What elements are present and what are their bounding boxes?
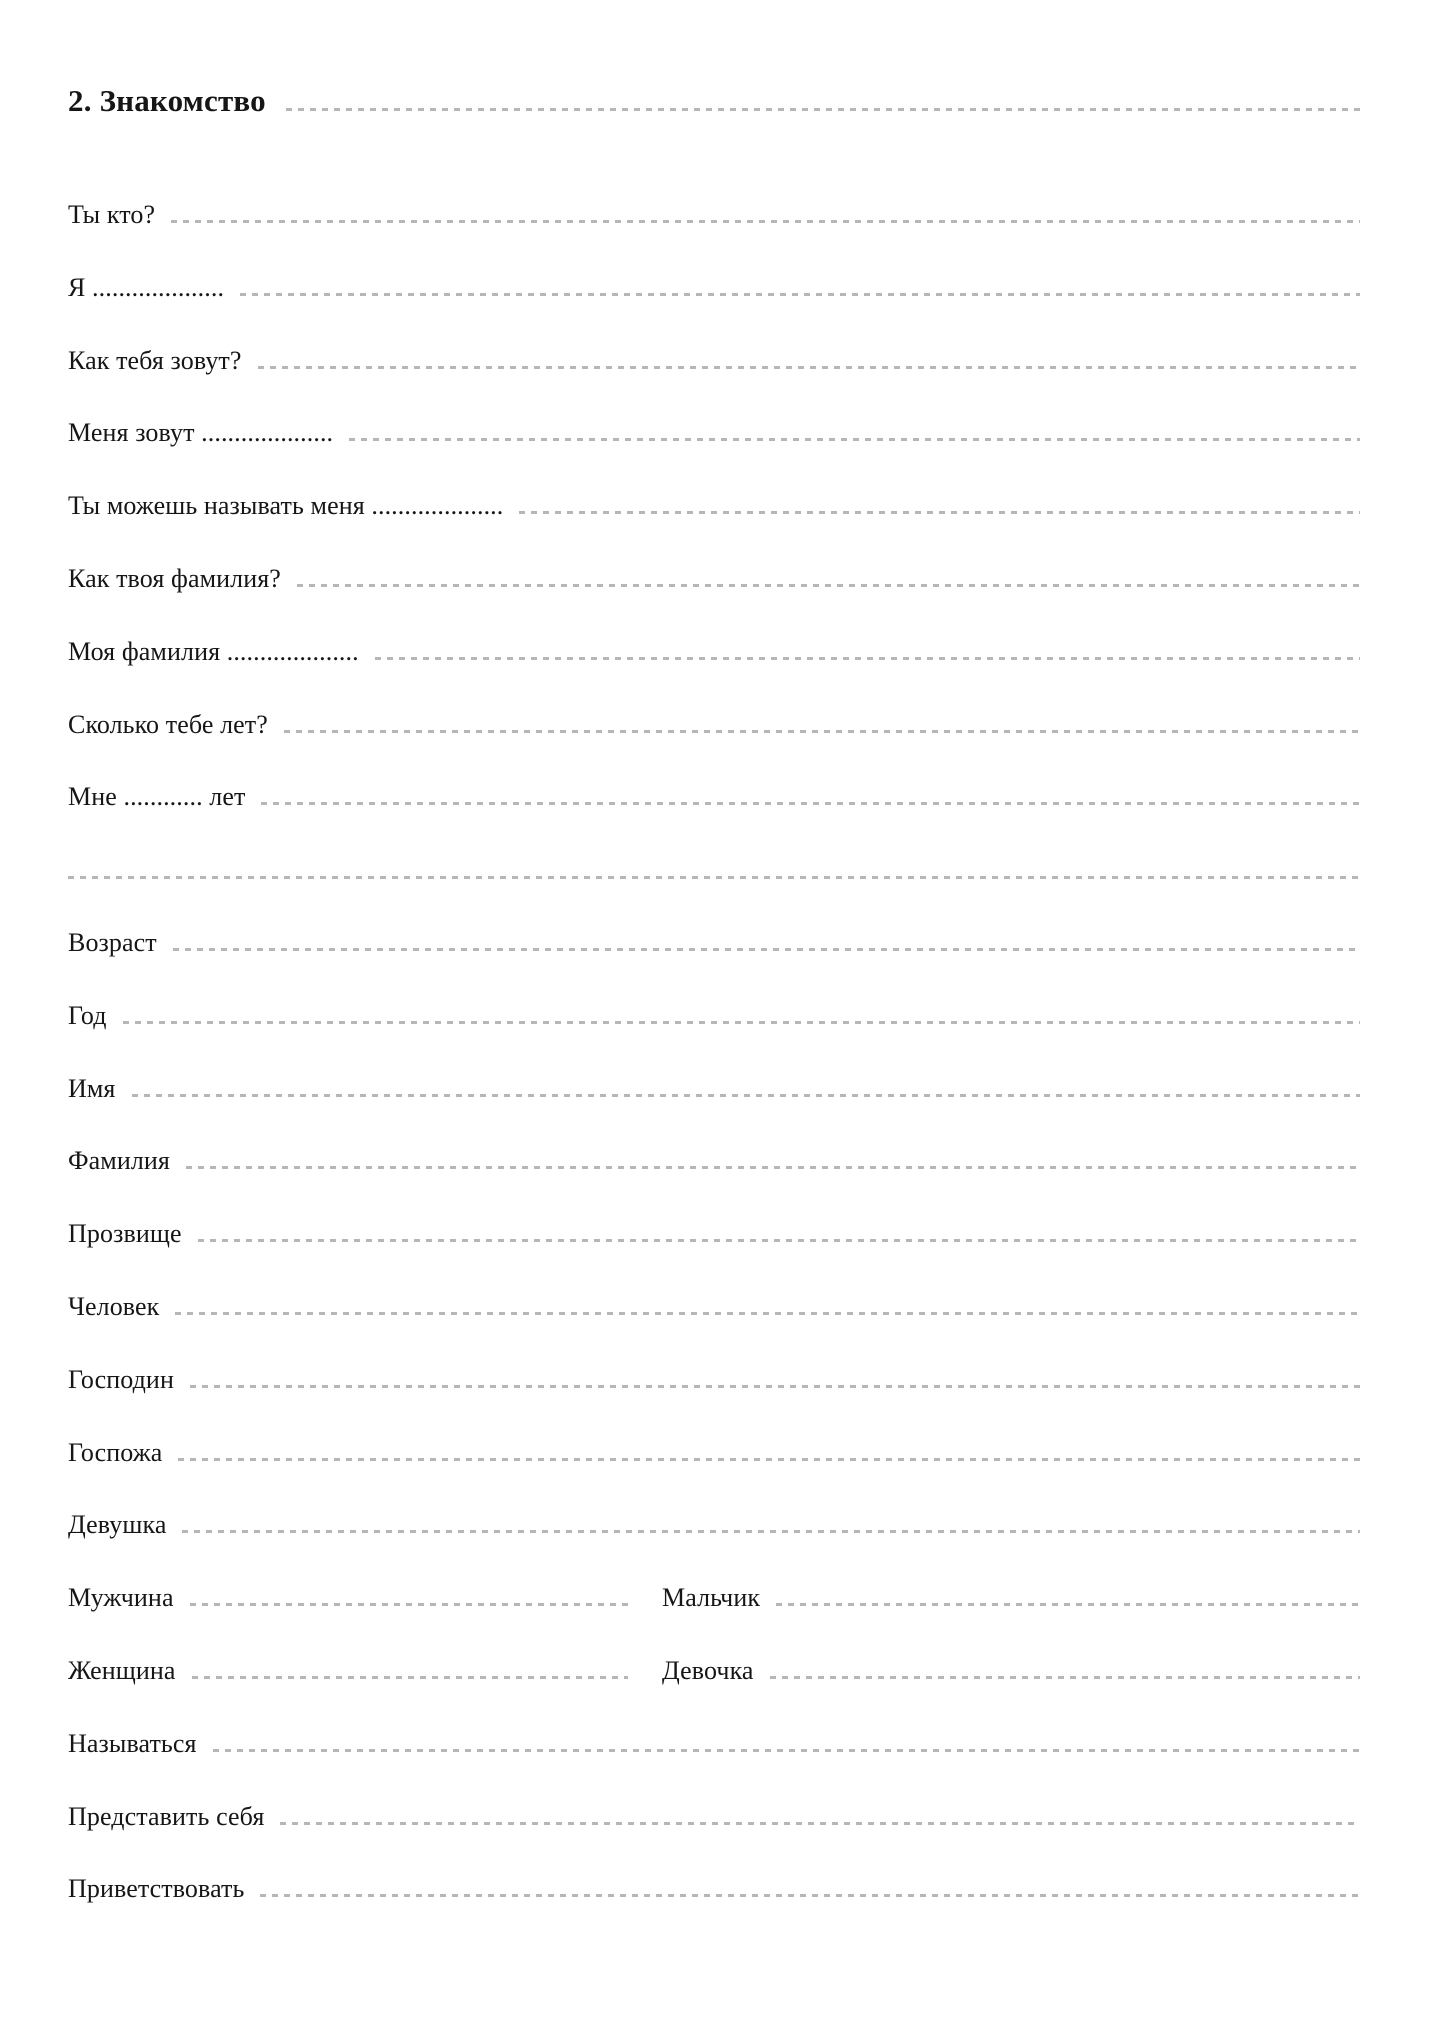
dotted-leader [175,1312,1360,1315]
dotted-leader [776,1603,1360,1606]
section-title: 2. Знакомство [68,83,266,118]
worksheet-row [68,418,1360,491]
dotted-leader [171,220,1360,223]
row-label: Сколько тебе лет? [68,709,268,739]
row-label: Господин [68,1364,174,1394]
dotted-leader [240,293,1360,296]
vocabulary-list [68,200,1360,1947]
worksheet-row [68,346,1360,419]
dotted-leader [68,876,1360,879]
dotted-leader [190,1603,628,1606]
dotted-leader [186,1166,1360,1169]
row-label: Женщина [68,1655,176,1685]
row-label: Мальчик [662,1583,761,1613]
worksheet-row [68,1365,1360,1438]
dotted-leader [284,730,1360,733]
dotted-leader [192,1676,628,1679]
row-label: Ты можешь называть меня .................... [68,491,504,521]
dotted-leader [260,1894,1360,1897]
worksheet-row [68,1510,1360,1583]
row-label: Я .................... [68,272,225,302]
dotted-leader [190,1385,1360,1388]
worksheet-row [68,1438,1360,1511]
worksheet-row [68,928,1360,1001]
dotted-leader [261,802,1360,805]
dotted-leader [178,1458,1360,1461]
dotted-leader [132,1094,1361,1097]
row-label: Как твоя фамилия? [68,563,281,593]
row-label: Ты кто? [68,200,156,229]
blank-answer-row [68,855,1360,928]
row-label: Возраст [68,927,157,957]
row-label: Моя фамилия .................... [68,636,359,666]
worksheet-row [68,273,1360,346]
dotted-leader [770,1676,1360,1679]
dotted-leader [519,511,1360,514]
row-label: Девочка [662,1655,754,1685]
dotted-leader [182,1530,1360,1533]
dotted-leader [173,948,1360,951]
row-label: Представить себя [68,1801,265,1831]
worksheet-row [68,491,1360,564]
dotted-leader [297,584,1360,587]
row-label: Меня зовут .................... [68,418,334,448]
row-label: Прозвище [68,1219,182,1249]
row-label: Год [68,1000,107,1030]
worksheet-row [68,1001,1360,1074]
pair-right-column [662,1583,1360,1613]
dotted-leader [123,1021,1360,1024]
worksheet-row [68,1656,1360,1729]
row-label: Как тебя зовут? [68,345,242,375]
row-label: Мужчина [68,1583,174,1613]
row-label: Девушка [68,1510,167,1540]
dotted-leader [375,657,1360,660]
row-label: Госпожа [68,1437,163,1467]
dotted-leader [286,108,1360,111]
worksheet-row [68,1146,1360,1219]
worksheet-row [68,1874,1360,1947]
worksheet-row [68,1219,1360,1292]
worksheet-row [68,1729,1360,1802]
worksheet-row [68,1074,1360,1147]
dotted-leader [280,1822,1360,1825]
row-label: Имя [68,1073,116,1103]
row-label: Мне ............ лет [68,782,246,812]
worksheet-row [68,782,1360,855]
worksheet-row [68,637,1360,710]
row-label: Приветствовать [68,1874,245,1904]
section-header [68,84,1360,118]
worksheet-row [68,200,1360,273]
worksheet-row [68,1802,1360,1875]
row-label: Человек [68,1291,160,1321]
pair-right-column [662,1656,1360,1686]
row-label: Называться [68,1728,197,1758]
worksheet-row [68,1583,1360,1656]
dotted-leader [198,1239,1360,1242]
row-label: Фамилия [68,1146,170,1176]
dotted-leader [213,1749,1360,1752]
worksheet-row [68,564,1360,637]
dotted-leader [349,438,1360,441]
pair-left-column [68,1583,628,1613]
pair-left-column [68,1656,628,1686]
dotted-leader [258,366,1360,369]
worksheet-row [68,1292,1360,1365]
worksheet-row [68,710,1360,783]
